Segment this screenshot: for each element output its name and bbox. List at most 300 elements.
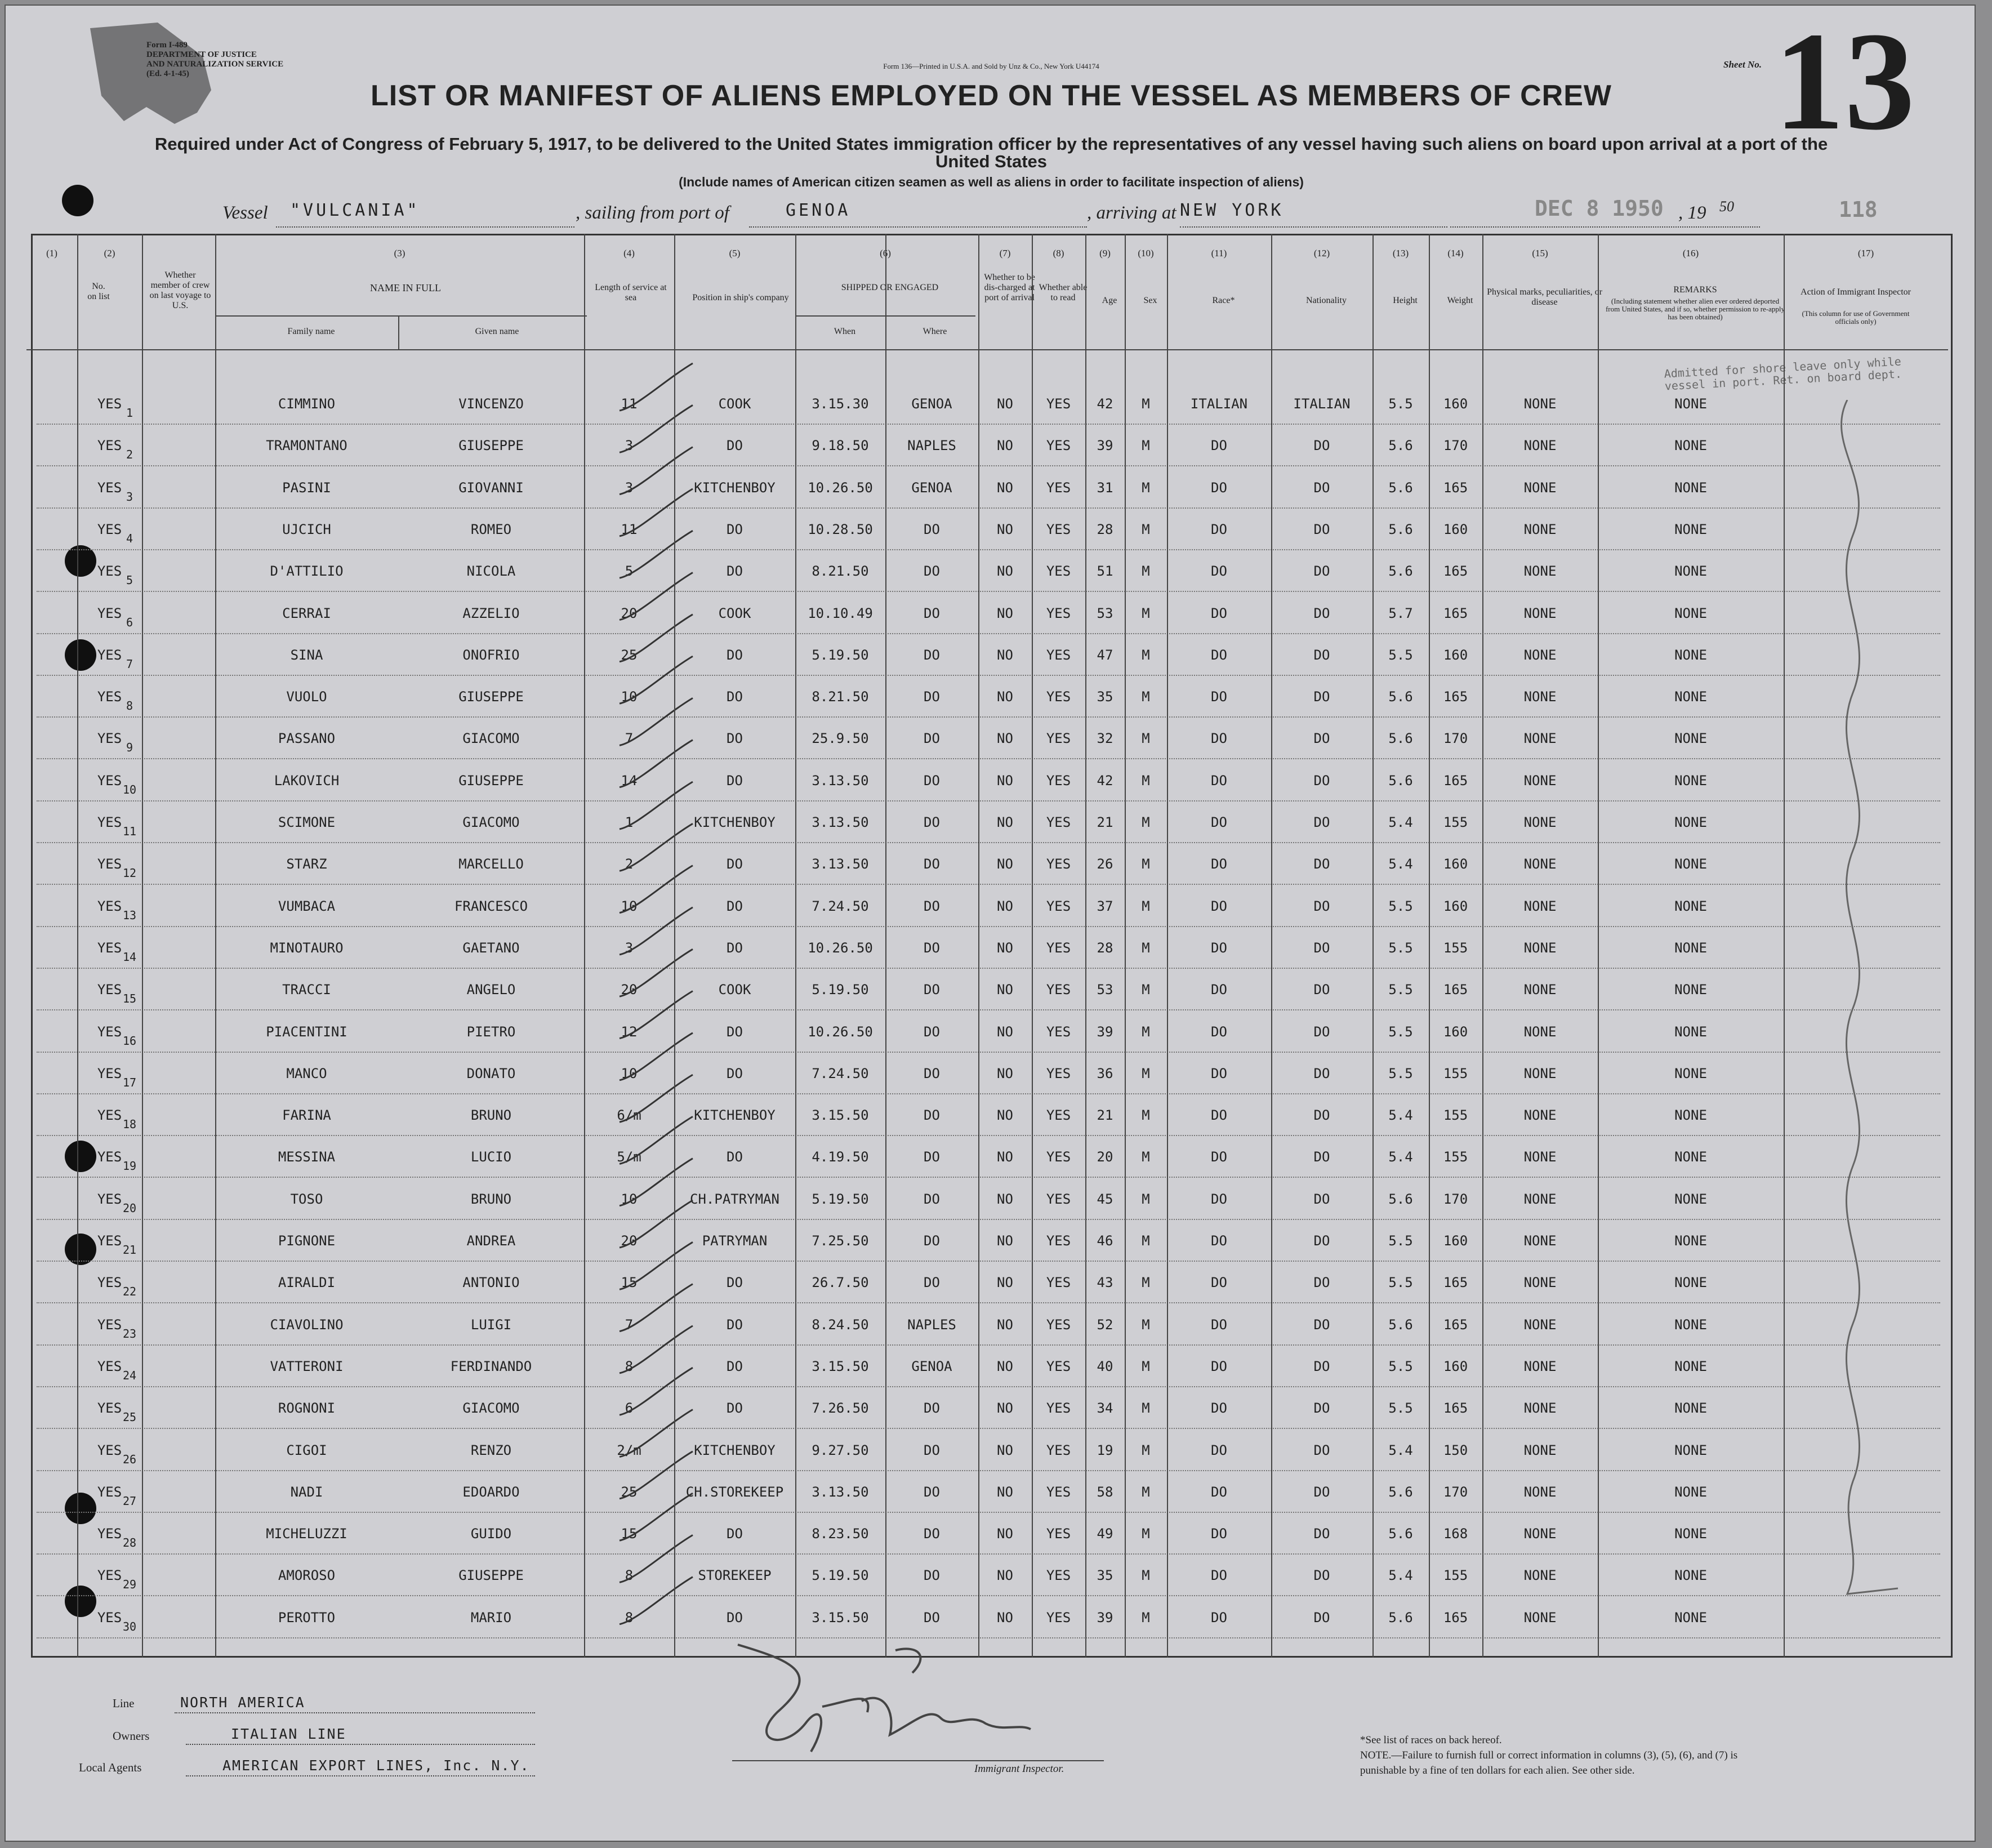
- vessel-name: "VULCANIA": [290, 201, 420, 220]
- cell-able-to-read: YES: [1046, 1023, 1071, 1040]
- cell-height: 5.5: [1388, 1233, 1413, 1249]
- cell-position: KITCHENBOY: [694, 814, 776, 830]
- cell-to-be-discharged: NO: [997, 647, 1013, 663]
- cell-height: 5.6: [1388, 521, 1413, 537]
- cell-weight: 170: [1443, 1191, 1468, 1207]
- cell-sex: M: [1142, 396, 1150, 412]
- cell-weight: 165: [1443, 563, 1468, 580]
- cell-family-name: PIACENTINI: [266, 1023, 347, 1040]
- cell-age: 37: [1097, 898, 1113, 914]
- cell-physical-marks: NONE: [1523, 898, 1557, 914]
- cell-height: 5.5: [1388, 647, 1413, 663]
- cell-able-to-read: YES: [1046, 982, 1071, 998]
- row-divider: [37, 842, 1940, 843]
- column-divider: [1085, 234, 1086, 1658]
- cell-shipped-where: DO: [924, 563, 940, 580]
- stamp-number: 118: [1839, 197, 1878, 222]
- cell-length-of-service: 3: [625, 438, 634, 454]
- cell-nationality: DO: [1313, 689, 1330, 705]
- cell-position: DO: [727, 647, 743, 663]
- inspector-underline: [732, 1760, 1104, 1761]
- cell-remarks: NONE: [1674, 1484, 1707, 1500]
- cell-family-name: STARZ: [286, 856, 327, 872]
- agents-value: AMERICAN EXPORT LINES, Inc. N.Y.: [222, 1757, 530, 1774]
- cell-given-name: NICOLA: [466, 563, 516, 580]
- cell-age: 28: [1097, 521, 1113, 537]
- year-label: , 19: [1678, 203, 1706, 223]
- row-divider: [37, 968, 1940, 969]
- cell-age: 35: [1097, 689, 1113, 705]
- cell-physical-marks: NONE: [1523, 1316, 1557, 1333]
- cell-to-be-discharged: NO: [997, 1316, 1013, 1333]
- cell-length-of-service: 20: [621, 982, 638, 998]
- cell-weight: 165: [1443, 689, 1468, 705]
- cell-shipped-when: 9.27.50: [812, 1442, 869, 1458]
- cell-position: DO: [727, 521, 743, 537]
- cell-shipped-where: DO: [924, 772, 940, 789]
- cell-family-name: TRAMONTANO: [266, 438, 347, 454]
- cell-to-be-discharged: NO: [997, 689, 1013, 705]
- cell-crew-last-voyage: YES: [97, 814, 122, 830]
- cell-shipped-when: 3.15.50: [812, 1609, 869, 1626]
- header-age: Age: [1102, 296, 1117, 305]
- header-physical-marks: Physical marks, peculiarities, or disease: [1487, 287, 1602, 307]
- header-when: When: [834, 327, 856, 336]
- header-to-be-discharged: Whether to be dis-charged at port of arrival: [984, 273, 1035, 302]
- column-number: (10): [1138, 248, 1154, 259]
- cell-age: 47: [1097, 647, 1113, 663]
- cell-race: DO: [1211, 479, 1227, 496]
- cell-height: 5.5: [1388, 939, 1413, 956]
- row-number: 11: [122, 825, 137, 838]
- inspector-label: Immigrant Inspector.: [974, 1763, 1064, 1775]
- cell-weight: 155: [1443, 1149, 1468, 1165]
- cell-remarks: NONE: [1674, 1358, 1707, 1374]
- cell-height: 5.6: [1388, 563, 1413, 580]
- cell-age: 26: [1097, 856, 1113, 872]
- cell-shipped-where: DO: [924, 1609, 940, 1626]
- subheader-divider: [398, 315, 399, 349]
- cell-family-name: MESSINA: [278, 1149, 336, 1165]
- cell-weight: 160: [1443, 898, 1468, 914]
- column-divider: [584, 234, 585, 1658]
- cell-crew-last-voyage: YES: [97, 1442, 122, 1458]
- cell-nationality: DO: [1313, 939, 1330, 956]
- row-divider: [37, 465, 1940, 466]
- cell-physical-marks: NONE: [1523, 1400, 1557, 1417]
- header-crew-last-voyage: Whether member of crew on last voyage to U.S.: [149, 270, 211, 310]
- header-remarks: REMARKS: [1673, 285, 1717, 295]
- cell-race: DO: [1211, 563, 1227, 580]
- cell-race: ITALIAN: [1190, 396, 1248, 412]
- cell-shipped-when: 10.26.50: [808, 1023, 873, 1040]
- cell-length-of-service: 20: [621, 605, 638, 621]
- cell-sex: M: [1142, 856, 1150, 872]
- cell-able-to-read: YES: [1046, 605, 1071, 621]
- cell-given-name: GAETANO: [462, 939, 520, 956]
- cell-nationality: DO: [1313, 856, 1330, 872]
- cell-remarks: NONE: [1674, 1526, 1707, 1542]
- cell-given-name: GIUSEPPE: [458, 438, 524, 454]
- cell-able-to-read: YES: [1046, 479, 1071, 496]
- cell-race: DO: [1211, 1023, 1227, 1040]
- header-position: Position in ship's company: [692, 293, 789, 302]
- cell-length-of-service: 12: [621, 1023, 638, 1040]
- cell-age: 19: [1097, 1442, 1113, 1458]
- cell-remarks: NONE: [1674, 479, 1707, 496]
- row-number: 30: [122, 1619, 137, 1633]
- cell-weight: 165: [1443, 982, 1468, 998]
- cell-family-name: TRACCI: [282, 982, 331, 998]
- row-number: 4: [126, 531, 133, 545]
- check-mark: [620, 1159, 693, 1206]
- cell-to-be-discharged: NO: [997, 856, 1013, 872]
- cell-weight: 160: [1443, 856, 1468, 872]
- cell-height: 5.5: [1388, 898, 1413, 914]
- row-divider: [37, 507, 1940, 509]
- row-number: 5: [126, 573, 133, 587]
- check-mark: [620, 1116, 693, 1164]
- departure-port-underline: [749, 226, 1087, 228]
- page-subtitle: Required under Act of Congress of February 5, 1917, to be delivered to the United States immigration officer by the representatives of any vessel having such aliens on board upon arrival at a port of the United States: [154, 134, 1828, 171]
- cell-physical-marks: NONE: [1523, 814, 1557, 830]
- cell-height: 5.4: [1388, 1107, 1413, 1124]
- cell-nationality: DO: [1313, 521, 1330, 537]
- cell-weight: 165: [1443, 1400, 1468, 1417]
- cell-physical-marks: NONE: [1523, 1442, 1557, 1458]
- cell-length-of-service: 8: [625, 1568, 634, 1584]
- cell-to-be-discharged: NO: [997, 1568, 1013, 1584]
- cell-to-be-discharged: NO: [997, 814, 1013, 830]
- cell-to-be-discharged: NO: [997, 1400, 1013, 1417]
- cell-position: DO: [727, 1526, 743, 1542]
- check-mark: [620, 1284, 693, 1332]
- cell-sex: M: [1142, 1568, 1150, 1584]
- cell-length-of-service: 7: [625, 731, 634, 747]
- header-remarks-note: (Including statement whether alien ever ordered deported from United States, and if so, whether permission to re-apply has been obtained): [1605, 297, 1785, 321]
- vessel-name-underline: [276, 226, 574, 228]
- penalty-note: NOTE.—Failure to furnish full or correct information in columns (3), (5), (6), and (7) is punishable by a fine of ten dollars for each alien. See other side.: [1360, 1749, 1738, 1776]
- header-nationality: Nationality: [1306, 296, 1347, 305]
- column-divider: [1429, 234, 1430, 1658]
- cell-shipped-when: 26.7.50: [812, 1275, 869, 1291]
- cell-given-name: RENZO: [470, 1442, 512, 1458]
- cell-to-be-discharged: NO: [997, 1275, 1013, 1291]
- departure-port: GENOA: [786, 201, 851, 220]
- check-mark: [620, 782, 693, 829]
- cell-sex: M: [1142, 982, 1150, 998]
- row-divider: [37, 1135, 1940, 1136]
- cell-crew-last-voyage: YES: [97, 689, 122, 705]
- cell-shipped-when: 7.24.50: [812, 1065, 869, 1081]
- cell-length-of-service: 25: [621, 647, 638, 663]
- cell-able-to-read: YES: [1046, 1191, 1071, 1207]
- cell-race: DO: [1211, 1526, 1227, 1542]
- row-divider: [37, 1009, 1940, 1010]
- cell-to-be-discharged: NO: [997, 1191, 1013, 1207]
- cell-shipped-where: DO: [924, 521, 940, 537]
- cell-position: CH.PATRYMAN: [690, 1191, 779, 1207]
- row-divider: [37, 1177, 1940, 1178]
- cell-height: 5.4: [1388, 856, 1413, 872]
- cell-crew-last-voyage: YES: [97, 479, 122, 496]
- sailing-label: , sailing from port of: [576, 203, 729, 223]
- cell-given-name: DONATO: [466, 1065, 516, 1081]
- cell-crew-last-voyage: YES: [97, 1023, 122, 1040]
- cell-physical-marks: NONE: [1523, 1275, 1557, 1291]
- row-divider: [37, 1428, 1940, 1429]
- column-divider: [1784, 234, 1785, 1658]
- cell-race: DO: [1211, 647, 1227, 663]
- row-number: 2: [126, 448, 133, 462]
- cell-race: DO: [1211, 1358, 1227, 1374]
- check-mark: [620, 573, 693, 620]
- row-number: 14: [122, 950, 137, 964]
- cell-position: KITCHENBOY: [694, 479, 776, 496]
- cell-nationality: DO: [1313, 1526, 1330, 1542]
- cell-height: 5.6: [1388, 731, 1413, 747]
- cell-weight: 160: [1443, 1358, 1468, 1374]
- cell-physical-marks: NONE: [1523, 982, 1557, 998]
- cell-physical-marks: NONE: [1523, 1484, 1557, 1500]
- column-number: (16): [1682, 248, 1699, 259]
- cell-age: 35: [1097, 1568, 1113, 1584]
- cell-race: DO: [1211, 814, 1227, 830]
- cell-length-of-service: 10: [621, 1065, 638, 1081]
- cell-position: DO: [727, 689, 743, 705]
- cell-able-to-read: YES: [1046, 1609, 1071, 1626]
- cell-nationality: DO: [1313, 1568, 1330, 1584]
- column-number: (3): [394, 248, 405, 259]
- cell-length-of-service: 8: [625, 1609, 634, 1626]
- cell-age: 45: [1097, 1191, 1113, 1207]
- cell-remarks: NONE: [1674, 1442, 1707, 1458]
- column-number: (17): [1857, 248, 1874, 259]
- cell-remarks: NONE: [1674, 939, 1707, 956]
- cell-to-be-discharged: NO: [997, 563, 1013, 580]
- cell-given-name: VINCENZO: [458, 396, 524, 412]
- row-number: 9: [126, 741, 133, 755]
- cell-crew-last-voyage: YES: [97, 521, 122, 537]
- date-underline: [1450, 226, 1760, 228]
- sheet-number: 13: [1774, 5, 1915, 159]
- cell-family-name: ROGNONI: [278, 1400, 336, 1417]
- cell-race: DO: [1211, 438, 1227, 454]
- cell-position: CH.STOREKEEP: [685, 1484, 784, 1500]
- cell-age: 39: [1097, 1609, 1113, 1626]
- header-sex: Sex: [1143, 296, 1157, 305]
- cell-shipped-where: GENOA: [911, 1358, 952, 1374]
- column-divider: [77, 234, 78, 1658]
- agents-underline: [186, 1775, 535, 1776]
- cell-sex: M: [1142, 1400, 1150, 1417]
- cell-race: DO: [1211, 1442, 1227, 1458]
- cell-race: DO: [1211, 1275, 1227, 1291]
- year-value: 50: [1719, 198, 1734, 215]
- check-mark: [620, 1326, 693, 1373]
- check-mark: [620, 405, 693, 452]
- page-title: LIST OR MANIFEST OF ALIENS EMPLOYED ON THE VESSEL AS MEMBERS OF CREW: [371, 79, 1612, 112]
- cell-physical-marks: NONE: [1523, 605, 1557, 621]
- cell-to-be-discharged: NO: [997, 1442, 1013, 1458]
- cell-age: 39: [1097, 1023, 1113, 1040]
- cell-remarks: NONE: [1674, 647, 1707, 663]
- cell-remarks: NONE: [1674, 605, 1707, 621]
- cell-shipped-where: DO: [924, 1568, 940, 1584]
- cell-given-name: EDOARDO: [462, 1484, 520, 1500]
- cell-given-name: GIACOMO: [462, 1400, 520, 1417]
- cell-remarks: NONE: [1674, 898, 1707, 914]
- cell-family-name: PEROTTO: [278, 1609, 336, 1626]
- cell-position: DO: [727, 1609, 743, 1626]
- cell-to-be-discharged: NO: [997, 396, 1013, 412]
- cell-race: DO: [1211, 1149, 1227, 1165]
- cell-crew-last-voyage: YES: [97, 647, 122, 663]
- cell-shipped-where: DO: [924, 982, 940, 998]
- cell-family-name: VATTERONI: [270, 1358, 344, 1374]
- header-length-of-service: Length of service at sea: [595, 283, 667, 302]
- cell-given-name: AZZELIO: [462, 605, 520, 621]
- cell-remarks: NONE: [1674, 1023, 1707, 1040]
- row-number: 28: [122, 1536, 137, 1550]
- cell-position: DO: [727, 438, 743, 454]
- cell-to-be-discharged: NO: [997, 939, 1013, 956]
- cell-race: DO: [1211, 731, 1227, 747]
- cell-to-be-discharged: NO: [997, 731, 1013, 747]
- row-number: 23: [122, 1326, 137, 1341]
- cell-able-to-read: YES: [1046, 1484, 1071, 1500]
- cell-length-of-service: 10: [621, 689, 638, 705]
- cell-able-to-read: YES: [1046, 1400, 1071, 1417]
- cell-physical-marks: NONE: [1523, 396, 1557, 412]
- cell-age: 49: [1097, 1526, 1113, 1542]
- cell-height: 5.6: [1388, 438, 1413, 454]
- cell-shipped-when: 8.21.50: [812, 689, 869, 705]
- check-mark: [620, 1535, 693, 1582]
- cell-position: DO: [727, 1358, 743, 1374]
- check-mark: [620, 447, 693, 495]
- cell-family-name: D'ATTILIO: [270, 563, 344, 580]
- cell-crew-last-voyage: YES: [97, 1484, 122, 1500]
- cell-sex: M: [1142, 772, 1150, 789]
- cell-weight: 155: [1443, 814, 1468, 830]
- cell-remarks: NONE: [1674, 1275, 1707, 1291]
- header-family-name: Family name: [287, 327, 335, 336]
- cell-weight: 160: [1443, 1023, 1468, 1040]
- cell-to-be-discharged: NO: [997, 1484, 1013, 1500]
- cell-weight: 160: [1443, 521, 1468, 537]
- cell-height: 5.6: [1388, 689, 1413, 705]
- cell-able-to-read: YES: [1046, 939, 1071, 956]
- cell-crew-last-voyage: YES: [97, 772, 122, 789]
- cell-race: DO: [1211, 1568, 1227, 1584]
- cell-weight: 170: [1443, 1484, 1468, 1500]
- cell-nationality: DO: [1313, 563, 1330, 580]
- cell-nationality: DO: [1313, 1023, 1330, 1040]
- cell-position: COOK: [718, 605, 751, 621]
- cell-height: 5.5: [1388, 396, 1413, 412]
- cell-sex: M: [1142, 605, 1150, 621]
- races-note: *See list of races on back hereof.: [1360, 1734, 1502, 1746]
- cell-shipped-where: DO: [924, 1065, 940, 1081]
- column-divider: [1482, 234, 1483, 1658]
- cell-shipped-where: DO: [924, 1442, 940, 1458]
- column-number: (9): [1099, 248, 1111, 259]
- row-number: 6: [126, 615, 133, 629]
- cell-shipped-where: DO: [924, 731, 940, 747]
- cell-family-name: NADI: [290, 1484, 323, 1500]
- cell-weight: 165: [1443, 1316, 1468, 1333]
- cell-length-of-service: 10: [621, 1191, 638, 1207]
- check-mark: [620, 1242, 693, 1289]
- cell-crew-last-voyage: YES: [97, 1568, 122, 1584]
- cell-family-name: VUMBACA: [278, 898, 336, 914]
- date-stamp: DEC 8 1950: [1535, 196, 1664, 221]
- cell-crew-last-voyage: YES: [97, 605, 122, 621]
- cell-position: DO: [727, 1316, 743, 1333]
- row-divider: [37, 1302, 1940, 1303]
- cell-to-be-discharged: NO: [997, 898, 1013, 914]
- cell-crew-last-voyage: YES: [97, 396, 122, 412]
- column-number: (5): [729, 248, 741, 259]
- cell-physical-marks: NONE: [1523, 772, 1557, 789]
- column-divider: [1125, 234, 1126, 1658]
- cell-sex: M: [1142, 1065, 1150, 1081]
- cell-able-to-read: YES: [1046, 1442, 1071, 1458]
- cell-weight: 168: [1443, 1526, 1468, 1542]
- row-number: 1: [126, 406, 133, 420]
- cell-age: 42: [1097, 396, 1113, 412]
- cell-height: 5.6: [1388, 772, 1413, 789]
- row-number: 7: [126, 657, 133, 671]
- cell-age: 39: [1097, 438, 1113, 454]
- cell-family-name: MINOTAURO: [270, 939, 344, 956]
- cell-remarks: NONE: [1674, 1568, 1707, 1584]
- arrival-port-underline: [1180, 226, 1447, 228]
- cell-shipped-when: 3.13.50: [812, 772, 869, 789]
- cell-given-name: GIUSEPPE: [458, 772, 524, 789]
- cell-given-name: GIUSEPPE: [458, 1568, 524, 1584]
- cell-able-to-read: YES: [1046, 689, 1071, 705]
- cell-length-of-service: 6/m: [617, 1107, 641, 1124]
- check-mark: [620, 1075, 693, 1122]
- cell-shipped-where: DO: [924, 1149, 940, 1165]
- cell-position: DO: [727, 898, 743, 914]
- check-mark: [620, 1410, 693, 1457]
- cell-nationality: DO: [1313, 1442, 1330, 1458]
- line-label: Line: [113, 1696, 135, 1710]
- column-number: (4): [623, 248, 635, 259]
- cell-sex: M: [1142, 1442, 1150, 1458]
- cell-sex: M: [1142, 1275, 1150, 1291]
- cell-shipped-when: 3.15.30: [812, 396, 869, 412]
- cell-weight: 165: [1443, 772, 1468, 789]
- line-value: NORTH AMERICA: [180, 1694, 305, 1711]
- row-number: 24: [122, 1368, 137, 1382]
- cell-height: 5.6: [1388, 1609, 1413, 1626]
- cell-physical-marks: NONE: [1523, 1568, 1557, 1584]
- agents-label: Local Agents: [79, 1761, 142, 1774]
- cell-shipped-when: 5.19.50: [812, 1191, 869, 1207]
- cell-crew-last-voyage: YES: [97, 898, 122, 914]
- cell-shipped-where: DO: [924, 1023, 940, 1040]
- cell-position: DO: [727, 1400, 743, 1417]
- cell-race: DO: [1211, 1484, 1227, 1500]
- check-mark: [620, 1200, 693, 1248]
- cell-nationality: DO: [1313, 479, 1330, 496]
- cell-sex: M: [1142, 939, 1150, 956]
- cell-family-name: TOSO: [290, 1191, 323, 1207]
